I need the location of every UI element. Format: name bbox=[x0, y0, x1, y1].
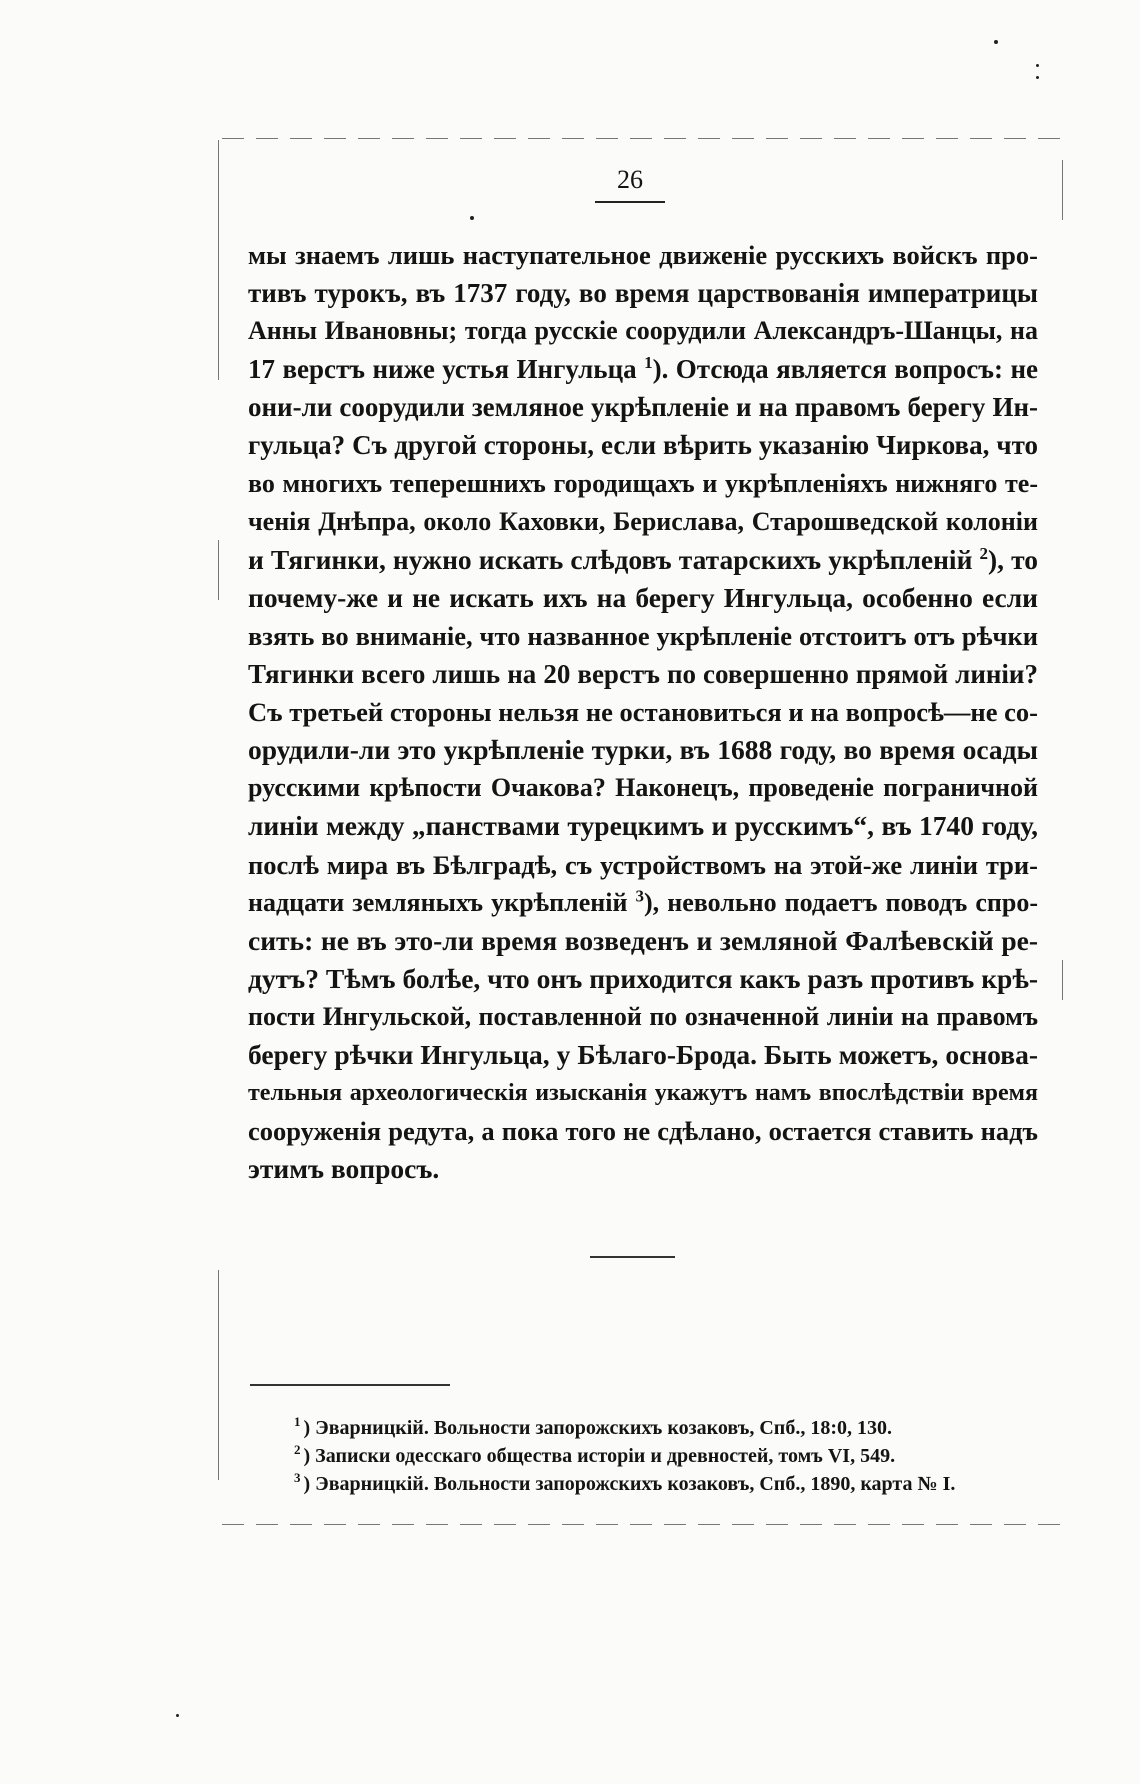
scan-border-left-2 bbox=[218, 540, 219, 600]
text-line: мы знаемъ лишь наступательное движенiе русскихъ войскъ про- bbox=[248, 240, 1038, 270]
text-line: тельныя археологическія изысканія укажутъ намъ впослѣдствіи время bbox=[248, 1080, 1038, 1107]
text-line: сить: не въ это-ли время возведенъ и земляной Фалѣевскій ре- bbox=[248, 924, 1038, 956]
text-line: они-ли соорудили земляное укрѣпленіе и на правомъ берегу Ин- bbox=[248, 392, 1038, 423]
text-line: ченія Днѣпра, около Каховки, Берислава, Старошведской колоніи bbox=[248, 506, 1038, 536]
text-line: взять во вниманіе, что названное укрѣпленіе отстоитъ отъ рѣчки bbox=[248, 620, 1038, 651]
footnote-item: $^3$ ) Эварницкій. Вольности запорожскихъ козаковъ, Спб., 1890, карта № I. bbox=[294, 1470, 956, 1495]
scan-speck bbox=[994, 40, 998, 44]
text-line: орудили-ли это укрѣпленіе турки, въ 1688 году, во время осады bbox=[248, 734, 1038, 766]
footnote-reference: 3 bbox=[635, 885, 645, 905]
text-line: и Тягинки, нужно искать слѣдовъ татарскихъ укрѣпленій $^2$), то bbox=[248, 543, 1038, 575]
scan-border-right bbox=[1062, 160, 1063, 220]
text-line: пости Ингульской, поставленной по означенной линіи на правомъ bbox=[248, 1001, 1038, 1031]
text-line: Анны Ивановны; тогда русскіе соорудили Александръ-Шанцы, на bbox=[248, 316, 1038, 346]
page-number-rule bbox=[595, 201, 665, 203]
text-line: Съ третьей стороны нельзя не остановиться и на вопросѣ—не со- bbox=[248, 697, 1038, 728]
footnotes bbox=[294, 1414, 1054, 1498]
text-line: линіи между „панствами турецкимъ и русскимъ“, въ 1740 году, bbox=[248, 810, 1038, 842]
footnote-mark: 1 bbox=[294, 1414, 301, 1430]
text-line: дутъ? Тѣмъ болѣе, что онъ приходится какъ разъ противъ крѣ- bbox=[248, 962, 1038, 994]
text-line: послѣ мира въ Бѣлградѣ, съ устройствомъ на этой-же линіи три- bbox=[248, 849, 1038, 880]
text-line: во многихъ теперешнихъ городищахъ и укрѣпленіяхъ нижняго те- bbox=[248, 468, 1038, 498]
scan-speck bbox=[1036, 64, 1039, 67]
text-line: русскими крѣпости Очакова? Наконецъ, проведеніе пограничной bbox=[248, 773, 1038, 803]
footnote-reference: 1 bbox=[644, 353, 653, 373]
section-divider bbox=[590, 1256, 675, 1258]
scan-border-top bbox=[222, 138, 1062, 139]
text-line: берегу рѣчки Ингульца, у Бѣлаго-Брода. Быть можетъ, основа- bbox=[248, 1038, 1038, 1070]
body-paragraph bbox=[248, 236, 1038, 1188]
scan-border-left-3 bbox=[218, 1270, 219, 1480]
scan-speck bbox=[470, 216, 474, 220]
text-line: сооруженія редута, а пока того не сдѣлано, остается ставить надъ bbox=[248, 1116, 1038, 1147]
page-number: 26 bbox=[617, 165, 643, 194]
footnote-reference: 2 bbox=[979, 543, 988, 563]
text-line: почему-же и не искать ихъ на берегу Ингульца, особенно если bbox=[248, 581, 1038, 613]
text-line: 17 верстъ ниже устья Ингульца $^1$). Отсюда является вопросъ: не bbox=[248, 353, 1038, 385]
footnote-separator bbox=[250, 1384, 450, 1386]
footnote-item: $^1$ ) Эварницкій. Вольности запорожскихъ козаковъ, Спб., 18:0, 130. bbox=[294, 1414, 892, 1439]
scan-border-left bbox=[218, 140, 219, 380]
scan-speck bbox=[176, 1714, 179, 1717]
scan-border-right-2 bbox=[1062, 960, 1063, 1000]
footnote-mark: 2 bbox=[294, 1442, 301, 1458]
text-line: гульца? Съ другой стороны, если вѣрить указанію Чиркова, что bbox=[248, 430, 1038, 461]
scan-border-bottom bbox=[222, 1524, 1062, 1525]
text-line: тивъ турокъ, въ 1737 году, во время царствованія императрицы bbox=[248, 278, 1038, 309]
text-line: Тягинки всего лишь на 20 верстъ по совершенно прямой линіи? bbox=[248, 659, 1038, 690]
text-line: надцати земляныхъ укрѣпленій $^3$), невольно подаетъ поводъ спро- bbox=[248, 885, 1039, 917]
footnote-item: $^2$ ) Записки одесскаго общества исторіи и древностей, томъ VI, 549. bbox=[294, 1442, 896, 1467]
text-line: этимъ вопросъ. bbox=[248, 1153, 440, 1185]
footnote-mark: 3 bbox=[294, 1470, 301, 1486]
scan-speck bbox=[1036, 76, 1039, 79]
